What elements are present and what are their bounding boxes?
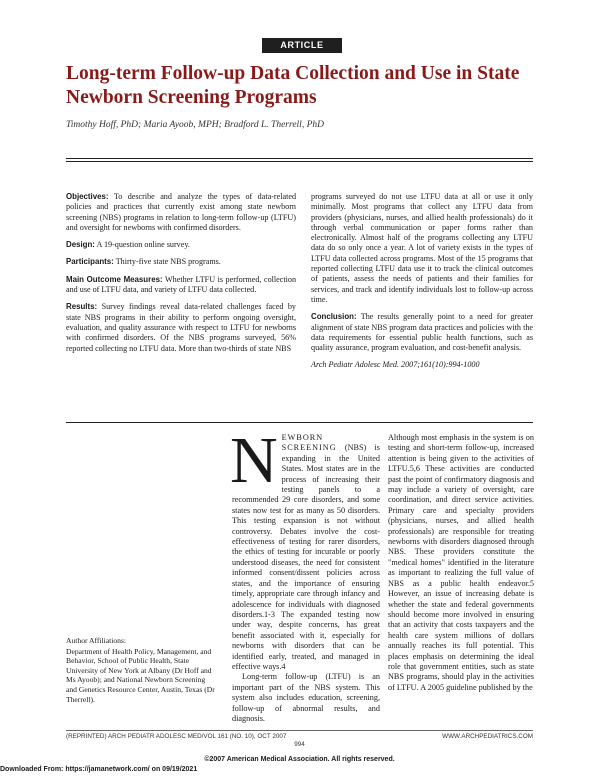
author-affiliations	[66, 636, 216, 704]
drop-cap: N	[230, 424, 278, 497]
body-column-middle	[230, 424, 380, 724]
body-column-right	[388, 433, 534, 693]
author-list: Timothy Hoff, PhD; Maria Ayoob, MPH; Bradford L. Therrell, PhD	[66, 120, 324, 130]
affiliations-text: Department of Health Policy, Management, and Behavior, School of Public Health, State University of New York at Albany (Dr Hoff and Ms Ayoob); and National Newborn Screening and Genetics Resource Center, Austin, Texas (Dr Therrell).	[66, 646, 215, 704]
divider	[66, 422, 533, 423]
design-text: A 19-question online survey.	[96, 240, 190, 250]
objectives-label: Objectives:	[66, 192, 109, 201]
results-text: Survey findings reveal data-related challenges faced by state NBS programs in their ability to perform ongoing oversight, evaluation, and quality assurance with respect to LTFU for newborns with confirmed disorders. Of the NBS programs surveyed, 56% reported collecting no LTFU data. More than two-thirds of state NBS	[66, 302, 296, 353]
journal-url: WWW.ARCHPEDIATRICS.COM	[442, 733, 533, 740]
body-paragraph: (NBS) is expanding in the United States. Most states are in the process of increasing their testing panels to a recommended 29 core disorders, and some states now test for as many as 50 disorders. This testing expansion is not without controversy. Debates involve the cost-effectiveness of testing for rarer disorders, the ethics of testing for incurable or poorly understood diseases, the need for consistent informed consent/dissent policies across states, and the importance of ensuring timely, appropriate care through infancy and adolescence for individuals with diagnosed disorders.1-3 The expanded testing now under way, despite concerns, has great benefit associated with it, especially for newborns with disorders that can be identified early, treated, and managed in effective ways.4	[232, 443, 380, 671]
download-stamp: Downloaded From: https://jamanetwork.com/ on 09/19/2021	[0, 766, 198, 773]
abstract-left-column	[66, 192, 296, 361]
outcome-measures-text: Whether LTFU is performed, collection and use of LTFU data, and variety of LTFU data collected.	[66, 274, 297, 295]
results-label: Results:	[66, 302, 98, 312]
abstract-right-column	[311, 192, 533, 378]
conclusion-text: The results generally point to a need for greater alignment of state NBS program data practices and policies with the data requirements for essential public health functions, such as quality assurance, program evaluation, and cost-benefit analysis.	[311, 312, 534, 353]
objectives-text: To describe and analyze the types of data-related policies and practices that currently exist among state newborn screening (NBS) programs in relation to long-term follow-up (LTFU) and oversight for newborns with confirmed disorders.	[66, 192, 297, 232]
body-paragraph: Although most emphasis in the system is on testing and short-term follow-up, increased attention is being given to the activities of LTFU.5,6 These activities are conducted past the point of confirmatory diagnosis and may include a variety of oversight, care coordination, and direct service activities. Primary care and specialty providers (physicians, nurses, and allied health professionals) are responsible for treating newborns with disorders diagnosed through NBS. These providers constitute the "medical homes" identified in the literature as important to realizing the full value of NBS as a public health endeavor.5 However, an issue of increasing debate is whether the state and federal governments should become more involved in ensuring that an activity that costs taxpayers and the health care system millions of dollars annually reaches its full potential. This places emphasis on determining the ideal role that government entities, such as state NBS programs, should play in the activities of LTFU. A 2005 guideline published by the	[388, 433, 534, 692]
journal-reference: (REPRINTED) ARCH PEDIATR ADOLESC MED/VOL 161 (NO. 10), OCT 2007	[66, 733, 287, 740]
participants-label: Participants:	[66, 257, 114, 267]
lead-in-caps: EWBORN SCREENING	[281, 433, 337, 453]
footer-rule	[66, 730, 533, 731]
copyright-notice: ©2007 American Medical Association. All rights reserved.	[204, 756, 395, 763]
divider	[66, 158, 533, 159]
outcome-measures-label: Main Outcome Measures:	[66, 274, 163, 284]
results-continued-text: programs surveyed do not use LTFU data at all or use it only minimally. Most programs that collect any LTFU data from providers (physicians, nurses, and allied health professionals) do it through verbal communication or paper forms rather than electronically. Almost half of the programs collecting any LTFU data do so only once a year. A lot of variety exists in the types of LTFU data collected across programs. Most of the 15 programs that reported collecting LTFU data use it to track the clinical outcomes of patients, assess the needs of patients and their families for services, and track and identify individuals lost to follow-up across time.	[311, 192, 533, 304]
affiliations-heading: Author Affiliations:	[66, 636, 126, 645]
citation: Arch Pediatr Adolesc Med. 2007;161(10):994-1000	[311, 360, 480, 370]
divider	[66, 161, 533, 162]
page-number: 994	[294, 741, 305, 748]
article-title: Long-term Follow-up Data Collection and Use in State Newborn Screening Programs	[66, 63, 520, 108]
body-paragraph: Long-term follow-up (LTFU) is an important part of the NBS system. This system also includes education, screening, follow-up of abnormal results, and diagnosis.	[232, 672, 380, 723]
conclusion-label: Conclusion:	[311, 312, 357, 322]
participants-text: Thirty-five state NBS programs.	[115, 257, 221, 267]
article-type-badge: ARTICLE	[262, 38, 342, 53]
page-footer	[66, 730, 533, 748]
design-label: Design:	[66, 240, 95, 250]
